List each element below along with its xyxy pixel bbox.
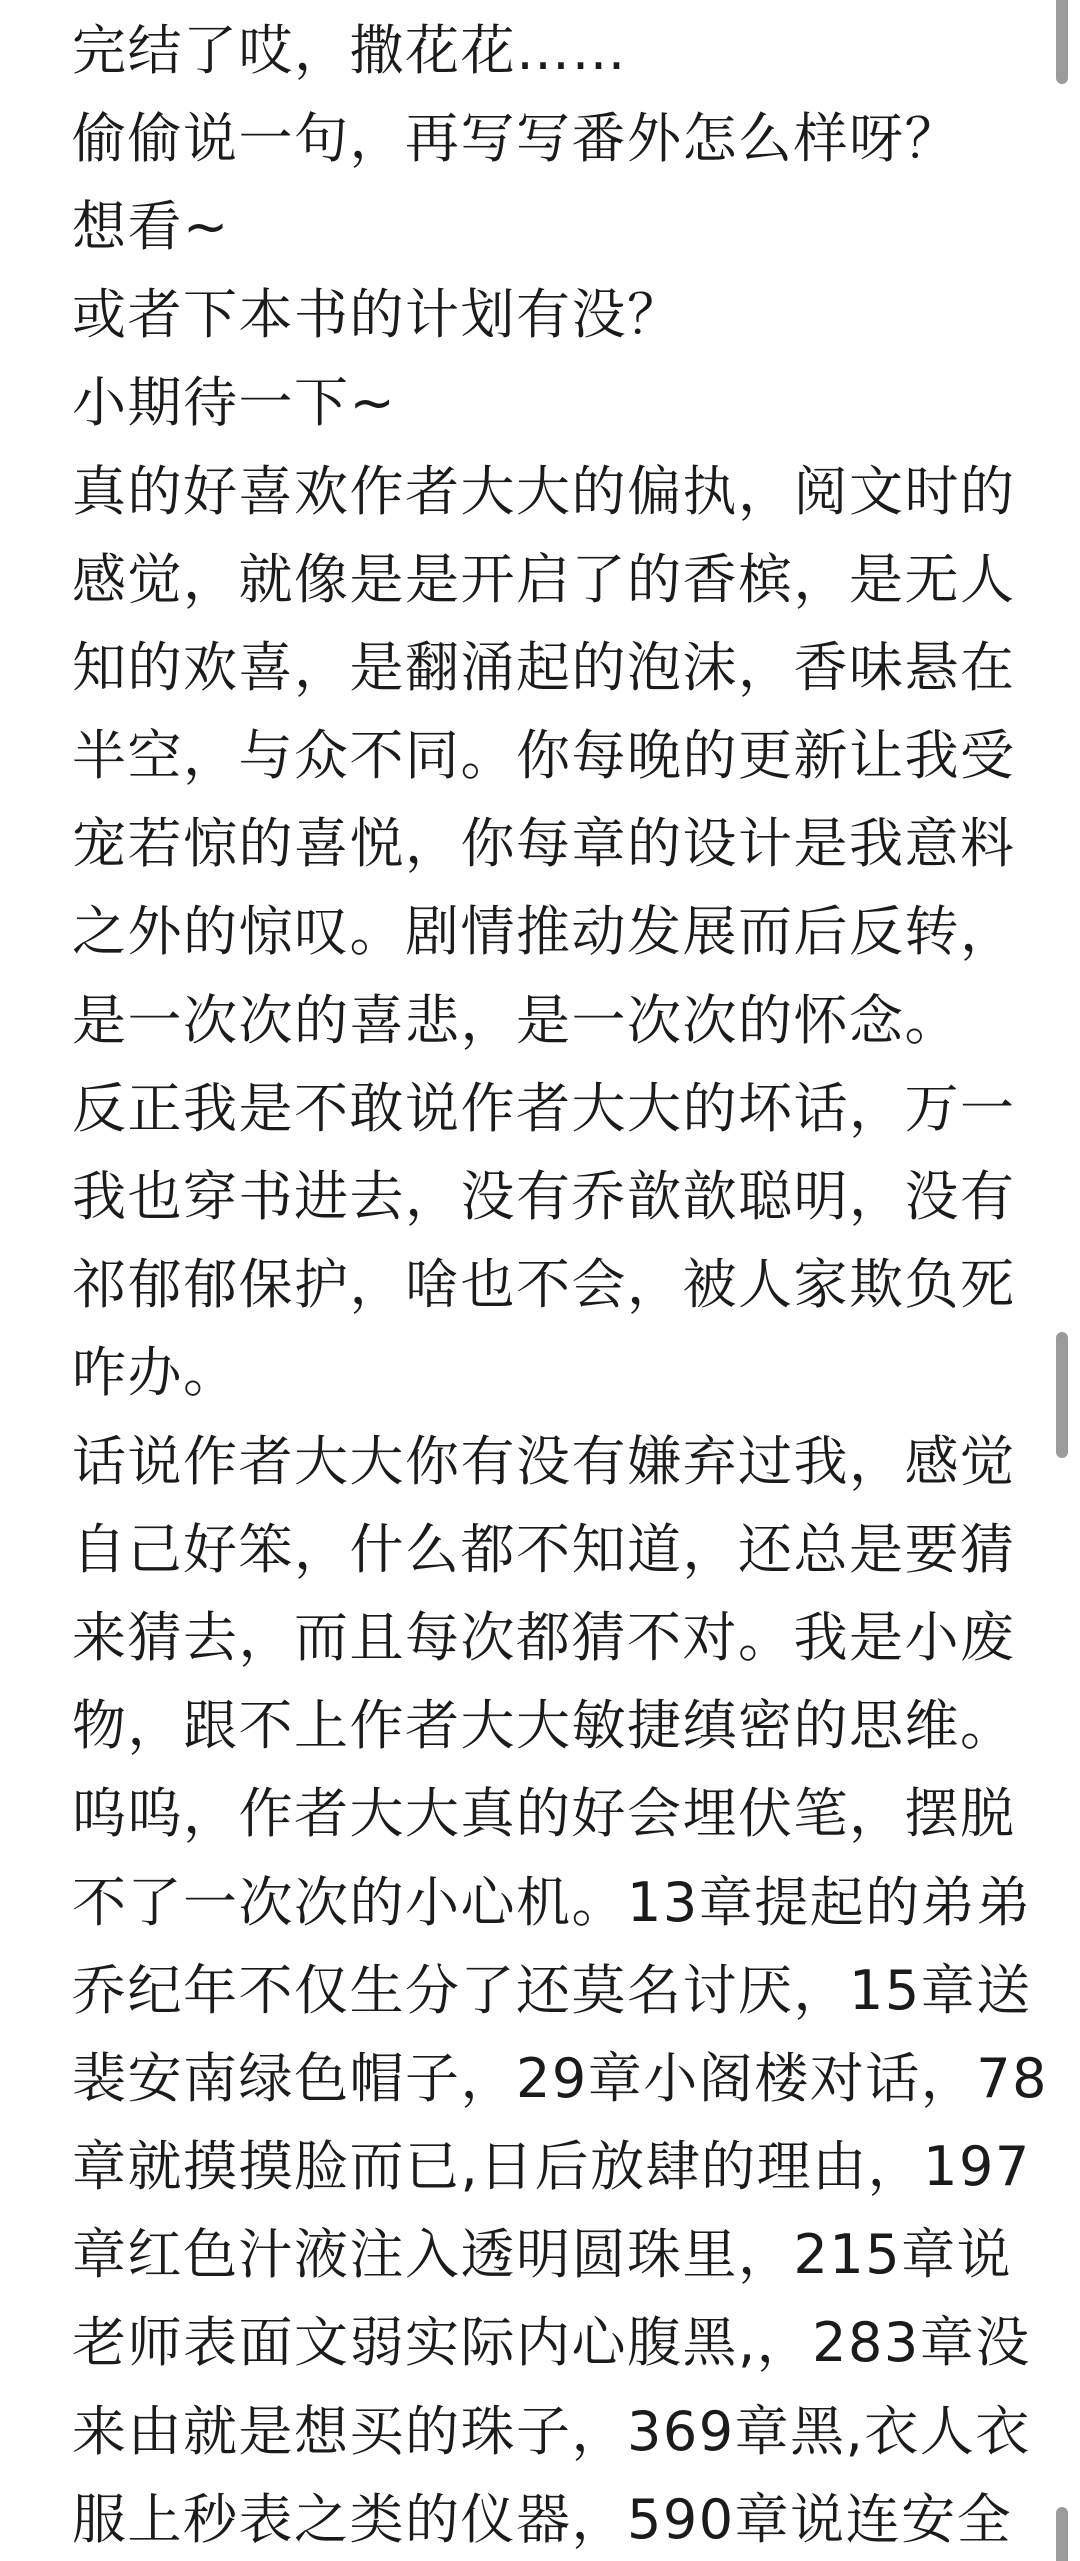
text-line: 宠若惊的喜悦，你每章的设计是我意料 <box>72 812 1016 876</box>
text-line: 话说作者大大你有没有嫌弃过我，感觉 <box>72 1429 1016 1493</box>
text-line: 咋办。 <box>72 1341 239 1405</box>
text-line: 来由就是想买的珠子，369章黑,衣人衣 <box>72 2399 1031 2463</box>
text-line: 不了一次次的小心机。13章提起的弟弟 <box>72 1870 1032 1934</box>
text-line: 章红色汁液注入透明圆珠里，215章说 <box>72 2223 1013 2287</box>
text-line: 裴安南绿色帽子，29章小阁楼对话，78 <box>72 2046 1048 2110</box>
text-line: 我也穿书进去，没有乔歆歆聪明，没有 <box>72 1165 1016 1229</box>
text-line: 完结了哎，撒花花…… <box>72 18 627 82</box>
text-line: 章就摸摸脸而已,日后放肆的理由，197 <box>72 2135 1031 2199</box>
text-line: 之外的惊叹。剧情推动发展而后反转， <box>72 900 1016 964</box>
text-line: 呜呜，作者大大真的好会埋伏笔，摆脱 <box>72 1782 1016 1846</box>
text-line: 物，跟不上作者大大敏捷缜密的思维。 <box>72 1694 1016 1758</box>
text-line: 小期待一下~ <box>72 371 397 435</box>
text-line: 自己好笨，什么都不知道，还总是要猜 <box>72 1517 1016 1581</box>
text-line: 是一次次的喜悲，是一次次的怀念。 <box>72 988 960 1052</box>
text-line: 服上秒表之类的仪器，590章说连安全 <box>72 2487 1013 2551</box>
text-line: 半空，与众不同。你每晚的更新让我受 <box>72 724 1016 788</box>
text-line: 来猜去，而且每次都猜不对。我是小废 <box>72 1605 1016 1669</box>
text-line: 感觉，就像是是开启了的香槟，是无人 <box>72 547 1016 611</box>
text-line: 想看~ <box>72 194 230 258</box>
text-line: 知的欢喜，是翻涌起的泡沫，香味悬在 <box>72 635 1016 699</box>
text-line: 乔纪年不仅生分了还莫名讨厌，15章送 <box>72 1958 1032 2022</box>
text-line: 反正我是不敢说作者大大的坏话，万一 <box>72 1076 1016 1140</box>
text-line: 老师表面文弱实际内心腹黑,，283章没 <box>72 2311 1031 2375</box>
text-line: 祁郁郁保护，啥也不会，被人家欺负死 <box>72 1253 1016 1317</box>
scrollbar-thumb-segment[interactable] <box>1056 0 1068 84</box>
text-line: 或者下本书的计划有没？ <box>72 283 683 347</box>
text-line: 偷偷说一句，再写写番外怎么样呀？ <box>72 106 960 170</box>
scrollbar-thumb-segment[interactable] <box>1056 2507 1068 2561</box>
scrollbar-thumb-segment[interactable] <box>1056 1332 1068 1458</box>
comment-text <box>72 2 1048 2559</box>
text-line: 真的好喜欢作者大大的偏执，阅文时的 <box>72 459 1016 523</box>
